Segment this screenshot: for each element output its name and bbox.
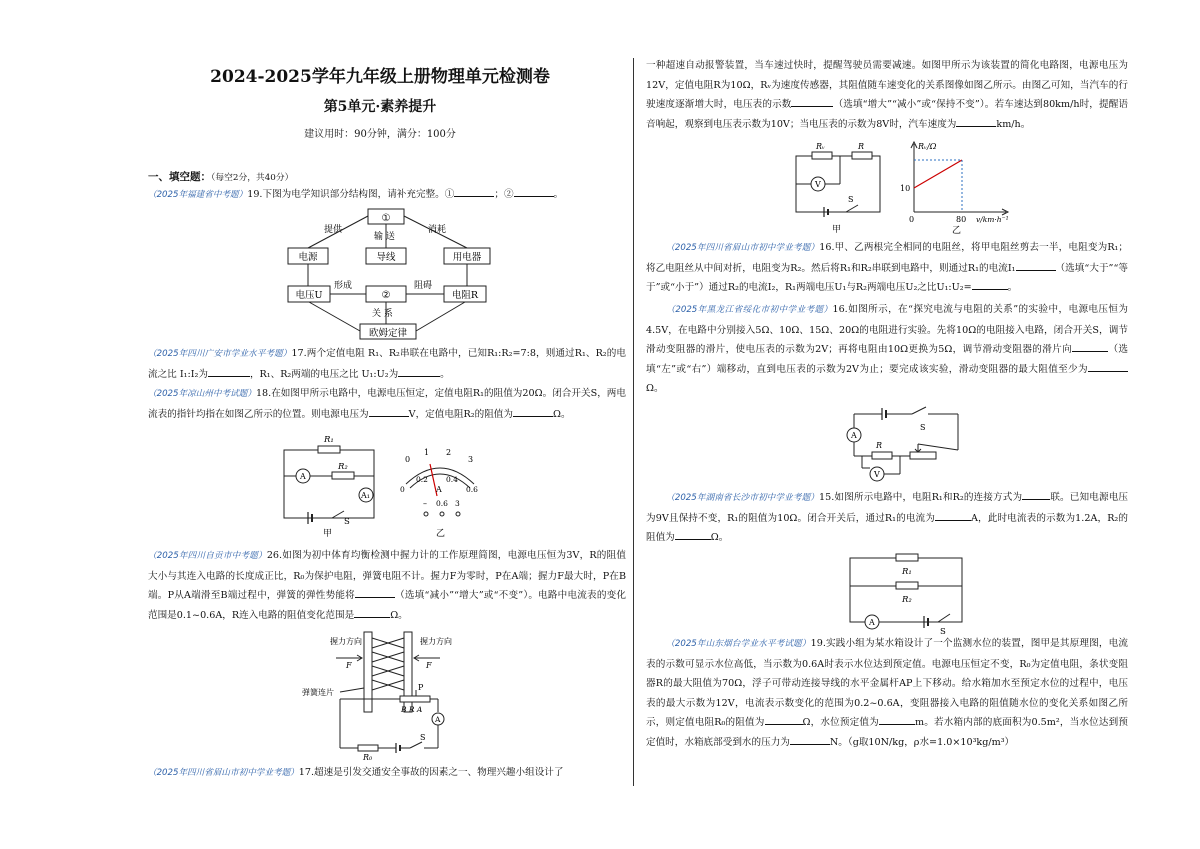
label-power: 电源 xyxy=(298,252,318,263)
answer-blank[interactable] xyxy=(765,713,803,725)
terminal-0-6: 0.6 xyxy=(436,499,448,508)
label-switch: S xyxy=(420,733,426,742)
question-source: （2025年四川省眉山市初中学业考题） xyxy=(148,768,299,778)
question-3 xyxy=(148,384,626,424)
answer-blank[interactable] xyxy=(1072,340,1108,352)
label-spring-sheet: 弹簧连片 xyxy=(302,688,334,697)
label-r2: R₂ xyxy=(338,462,348,472)
question-1 xyxy=(148,185,626,206)
question-text: 联。已知电源电压为9V且保持不变，R₁的阻值为10Ω。闭合开关后，通过R₁的电流为 xyxy=(646,492,1129,524)
question-5 xyxy=(148,763,626,784)
question-4 xyxy=(148,546,626,625)
label-ammeter: A xyxy=(851,431,857,440)
question-text: N。（g取10N/kg，ρ水=1.0×10³kg/m³） xyxy=(829,736,1015,748)
label-grip-direction-right: 握力方向 xyxy=(420,637,452,646)
terminal-minus: – xyxy=(423,499,427,508)
label-ohm-law: 欧姆定律 xyxy=(368,328,408,339)
section-label: 一、填空题： xyxy=(148,171,211,183)
page-title: 2024-2025学年九年级上册物理单元检测卷 xyxy=(210,67,550,87)
q5-circuit-and-graph xyxy=(790,140,1030,236)
label-r: R xyxy=(876,441,883,450)
question-5-continued xyxy=(646,56,1128,134)
label-r: R xyxy=(858,142,865,151)
label-figure-jia: 甲 xyxy=(832,225,842,235)
label-switch: S xyxy=(940,627,946,636)
label-r0: R₀ xyxy=(363,753,373,762)
answer-blank[interactable] xyxy=(675,528,711,540)
label-force-right: F xyxy=(426,661,432,670)
label-resistance: 电阻R xyxy=(451,290,479,301)
answer-blank[interactable] xyxy=(354,606,390,618)
tick-bottom-0: 0 xyxy=(400,485,405,494)
question-text: 17.超速是引发交通安全事故的因素之一、物理兴趣小组设计了 xyxy=(298,767,564,778)
question-text: A，此时电流表的示数为1.2A，R₂的阻值为 xyxy=(646,512,1128,543)
label-consume: 消耗 xyxy=(428,225,447,235)
tick-top-0: 0 xyxy=(405,455,411,464)
knowledge-structure-diagram xyxy=(280,206,500,342)
question-text: ；② xyxy=(494,189,514,200)
question-text: V，定值电阻R₂的阻值为 xyxy=(408,408,513,420)
question-source: （2025年四川广安市学业水平考题） xyxy=(148,349,292,359)
question-source: （2025年福建省中考题） xyxy=(148,190,248,200)
question-text: 19.实践小组为某水箱设计了一个监测水位的装置，图甲是其原理图，电流表的示数可显示水位高低，当示数为0.6A时表示水位达到预定值。电源电压恒定不变，R₀为定值电阻，条状变阻器R的最大阻值为70Ω，浮子可带动连接导线的水平金属杆AP上下移动。给水箱加水至预定水位的过程中，电压表的最大示数为12V，电流表示数变化的范围为0.2~0.6A，变阻器接入电路的阻值随水位的变化关系如图乙所示，则定值电阻R₀的阻值为 xyxy=(646,638,1128,728)
tick-x-80: 80 xyxy=(956,215,967,224)
question-source: （2025年四川自贡市中考题） xyxy=(148,551,267,561)
label-ammeter-a1: A₁ xyxy=(361,491,370,500)
label-ammeter: A xyxy=(435,715,441,724)
question-2 xyxy=(148,344,626,384)
question-source: （2025年湖南省长沙市初中学业考题） xyxy=(666,493,820,503)
answer-blank[interactable] xyxy=(208,365,250,377)
question-text: （选填“减小”“增大”或“不变”）。电路中电流表的变化范围是0.1~0.6A，R连入电路的阻值变化范围是 xyxy=(148,590,626,621)
axis-y-label: Rᵥ/Ω xyxy=(918,142,937,151)
question-text: ，R₁、R₂两端的电压之比 U₁:U₂为 xyxy=(249,368,399,380)
label-switch: S xyxy=(344,517,350,527)
question-text: （选填“增大”“减小”或“保持不变”）。若车速达到80km/h时，提醒语音响起，观察到电压表示数为10V；当电压表的示数为8V时，汽车速度为 xyxy=(646,99,1128,130)
answer-blank[interactable] xyxy=(513,405,553,417)
question-text: Ω。 xyxy=(710,532,729,543)
label-voltage: 电压U xyxy=(295,290,323,301)
question-text: （选填“大于”“等于”或“小于”）通过R₂的电流I₂，R₁两端电压U₁与R₂两端电压U₂之比U₁:U₂= xyxy=(646,262,1128,293)
question-text: km/h。 xyxy=(996,118,1031,130)
question-text: 。 xyxy=(1007,282,1018,293)
question-text: 。 xyxy=(553,189,564,200)
tick-top-2: 2 xyxy=(446,448,452,457)
label-force-left: F xyxy=(346,661,352,670)
label-circle-2: ② xyxy=(381,290,391,301)
terminal-3: 3 xyxy=(455,499,460,508)
tick-bottom-1: 0.2 xyxy=(416,475,428,484)
label-b-r-a: B R A xyxy=(401,705,423,714)
label-voltmeter: V xyxy=(815,180,821,189)
axis-x-unit: v/km·h⁻¹ xyxy=(976,215,1009,224)
label-switch: S xyxy=(920,423,926,432)
question-text: 一种超速自动报警装置，当车速过快时，提醒驾驶员需要减速。如图甲所示为该装置的简化电路图，电源电压为12V，定值电阻R为10Ω，Rᵥ为速度传感器，其阻值随车速变化的关系图像如图乙所示。由图乙可知，当汽车的行驶速度逐渐增大时，电压表的示数 xyxy=(646,60,1128,110)
tick-bottom-3: 0.6 xyxy=(466,485,478,494)
question-text: Ω。 xyxy=(390,609,408,621)
answer-blank[interactable] xyxy=(791,95,833,107)
question-text: 17.两个定值电阻 R₁、R₂串联在电路中，已知R₁:R₂=7:8，则通过R₁、R₂的电流之比 I₁:I₂为 xyxy=(148,348,626,380)
tick-x-0: 0 xyxy=(909,215,915,224)
label-provide: 提供 xyxy=(324,225,343,235)
question-8 xyxy=(646,488,1128,548)
section-heading xyxy=(148,169,293,184)
question-text: 15.如图所示电路中，电阻R₁和R₂的连接方式为 xyxy=(819,492,1023,503)
q4-grip-meter-figure xyxy=(300,628,480,762)
question-text: 18.在如图甲所示电路中，电源电压恒定，定值电阻R₁的阻值为20Ω。闭合开关S，两电流表的指针均指在如图乙所示的位置。则电源电压为 xyxy=(148,388,626,420)
question-text: Ω，水位预定值为 xyxy=(802,717,879,728)
label-r1: R₁ xyxy=(902,567,912,577)
label-r2: R₂ xyxy=(902,595,912,605)
question-source: （2025年凉山州中考试题） xyxy=(148,389,256,399)
question-text: Ω。 xyxy=(553,408,571,420)
question-source: （2025年四川省眉山市初中学业考题） xyxy=(666,243,820,253)
tick-top-1: 1 xyxy=(424,448,430,457)
question-source: （2025年黑龙江省绥化市初中学业考题） xyxy=(666,305,833,315)
label-meter-unit: A xyxy=(436,485,442,494)
question-text: 16.甲、乙两根完全相同的电阻丝，将甲电阻丝剪去一半，电阻变为R₁；将乙电阻丝从中间对折，电阻变为R₂。然后将R₁和R₂串联到电路中，则通过R₁的电流I₁ xyxy=(646,242,1129,274)
label-hinder: 阻碍 xyxy=(414,281,433,291)
page-subtitle: 第5单元·素养提升 xyxy=(323,99,437,115)
label-ammeter: A xyxy=(300,472,306,481)
section-note: （每空2分，共40分） xyxy=(211,173,294,183)
question-text: 26.如图为初中体育均衡检测中握力计的工作原理简图，电源电压恒为3V，R的阻值大小与其连入电路的长度成正比，R₀为保护电阻，弹簧电阻不计。握力F为零时，P在A端；握力F最大时，P在B端。P从A端滑至B端过程中，弹簧的弹性势能将 xyxy=(148,550,626,601)
answer-blank[interactable] xyxy=(369,405,409,417)
label-figure-jia: 甲 xyxy=(323,529,333,539)
label-slider-p: P xyxy=(418,683,424,692)
tick-y-10: 10 xyxy=(900,184,911,193)
question-text: Ω。 xyxy=(646,383,664,394)
label-switch: S xyxy=(848,195,854,204)
label-figure-yi: 乙 xyxy=(436,529,446,539)
question-text: m。若水箱内部的底面积为0.5m²，当水位达到预定值时，水箱底部受到水的压力为 xyxy=(646,717,1128,748)
answer-blank[interactable] xyxy=(454,185,494,197)
tick-bottom-2: 0.4 xyxy=(446,475,458,484)
answer-blank[interactable] xyxy=(935,509,971,521)
answer-blank[interactable] xyxy=(972,278,1008,290)
answer-blank[interactable] xyxy=(879,713,915,725)
label-transmit: 输 送 xyxy=(374,232,395,242)
label-circle-1: ① xyxy=(381,213,391,224)
answer-blank[interactable] xyxy=(514,185,554,197)
question-text: （选填“左”或“右”）端移动，直到电压表的示数为2V为止；要完成该实验，滑动变阻器的最大阻值至少为 xyxy=(646,344,1128,375)
answer-blank[interactable] xyxy=(1022,488,1050,500)
answer-blank[interactable] xyxy=(355,586,395,598)
label-appliance: 用电器 xyxy=(452,252,482,263)
question-text: 19.下图为电学知识部分结构图，请补充完整。① xyxy=(247,189,455,200)
column-divider xyxy=(633,58,634,786)
q8-circuit-figure xyxy=(842,550,972,636)
label-relation: 关 系 xyxy=(372,309,393,319)
question-source: （2025年山东烟台学业水平考试题） xyxy=(666,639,811,649)
label-voltmeter: V xyxy=(874,470,880,479)
answer-blank[interactable] xyxy=(1088,360,1128,372)
question-text: 16.如图所示，在“探究电流与电阻的关系”的实验中，电源电压恒为4.5V，在电路中分别接入5Ω、10Ω、15Ω、20Ω的电阻进行实验。先将10Ω的电阻接入电路，闭合开关S，调节滑动变阻器的滑片，使电压表的示数为2V；再将电阻由10Ω更换为5Ω，调节滑动变阻器的滑片向 xyxy=(646,304,1128,355)
label-form: 形成 xyxy=(334,281,353,291)
exam-meta: 建议用时：90分钟，满分：100分 xyxy=(304,129,456,140)
label-figure-yi: 乙 xyxy=(952,226,962,236)
answer-blank[interactable] xyxy=(790,733,830,745)
label-rv: Rᵥ xyxy=(816,142,826,151)
question-6 xyxy=(646,238,1128,298)
answer-blank[interactable] xyxy=(398,365,440,377)
answer-blank[interactable] xyxy=(1016,259,1056,271)
question-9 xyxy=(646,634,1128,752)
label-r1: R₁ xyxy=(324,435,334,445)
answer-blank[interactable] xyxy=(956,115,996,127)
q3-circuit-figure xyxy=(278,428,508,540)
q7-circuit-figure xyxy=(842,404,972,488)
label-wire: 导线 xyxy=(376,252,396,263)
tick-top-3: 3 xyxy=(468,455,474,464)
question-7 xyxy=(646,300,1128,399)
label-grip-direction-left: 握力方向 xyxy=(330,637,362,646)
label-ammeter: A xyxy=(869,618,875,627)
question-text: 。 xyxy=(440,368,450,380)
